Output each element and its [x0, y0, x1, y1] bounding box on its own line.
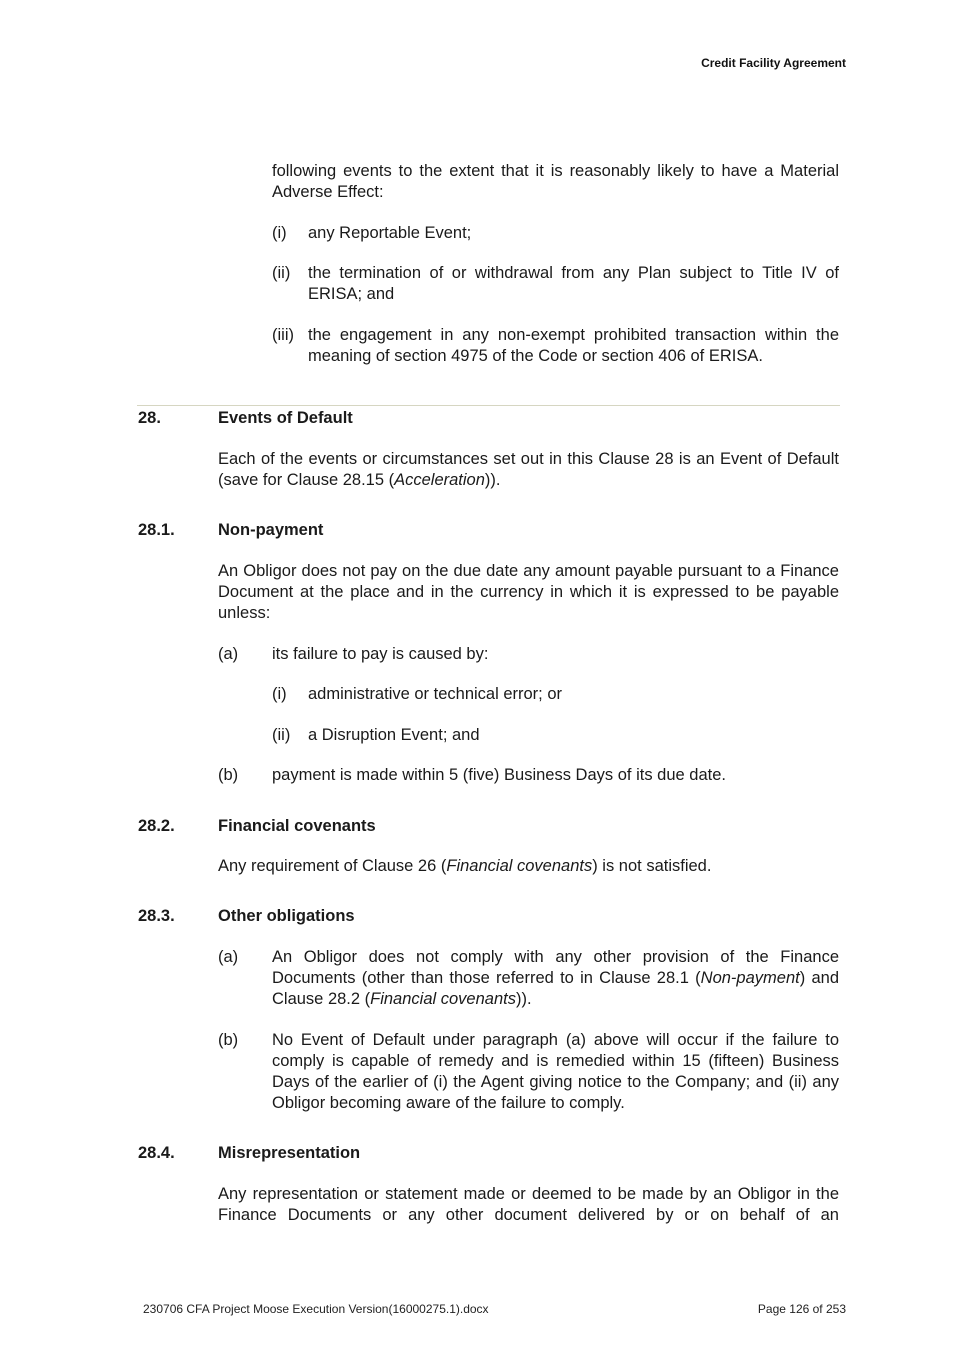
paragraph-text [272, 947, 839, 1010]
text-run: Any requirement of Clause 26 ( [218, 857, 447, 875]
subclause-title: Misrepresentation [218, 1144, 361, 1162]
section-divider [137, 405, 840, 406]
intro-item-text: the engagement in any non-exempt prohibited transaction within the meaning of section 4975 of the Code or section 406 of ERISA. [308, 326, 839, 365]
text-run: ) and Clause 28.2 ( [272, 969, 839, 1008]
subclause-title: Non-payment [218, 521, 324, 539]
clause-number: 28. [138, 409, 161, 427]
cross-reference: Non-payment [700, 969, 800, 987]
subparagraph-text: a Disruption Event; and [308, 726, 480, 744]
text-run: An Obligor does not comply with any other provision of the Finance Documents (other than those referred to in Clause 28.1 ( [272, 948, 839, 987]
subclause-body: An Obligor does not pay on the due date any amount payable pursuant to a Finance Document at the place and in the currency in which it is expressed to be payable unless: [218, 562, 839, 622]
intro-item-label: (ii) [272, 264, 291, 282]
subclause-number: 28.2. [138, 817, 175, 835]
paragraph-label: (a) [218, 645, 239, 663]
footer-filename: 230706 CFA Project Moose Execution Version(16000275.1).docx [143, 1302, 489, 1316]
cross-reference: Acceleration [394, 471, 485, 489]
subclause-number: 28.1. [138, 521, 175, 539]
subparagraph-label: (i) [272, 685, 287, 703]
subclause-title: Financial covenants [218, 817, 376, 835]
text-run: )). [515, 990, 532, 1008]
subclause-body: Any representation or statement made or deemed to be made by an Obligor in the Finance Documents or any other document delivered by or on behalf of an [218, 1185, 839, 1224]
subclause-title: Other obligations [218, 907, 355, 925]
clause-body [218, 449, 839, 491]
text-run: ) is not satisfied. [592, 857, 712, 875]
paragraph-text: its failure to pay is caused by: [272, 645, 489, 663]
paragraph-text: payment is made within 5 (five) Business Days of its due date. [272, 766, 726, 784]
paragraph-label: (a) [218, 948, 239, 966]
running-header: Credit Facility Agreement [701, 56, 846, 70]
cross-reference: Financial covenants [446, 857, 593, 875]
subclause-number: 28.3. [138, 907, 175, 925]
text-run: Each of the events or circumstances set out in this Clause 28 is an Event of Default (save for Clause 28.15 ( [218, 450, 839, 489]
subclause-number: 28.4. [138, 1144, 175, 1162]
paragraph-label: (b) [218, 1031, 239, 1049]
cross-reference: Financial covenants [370, 990, 516, 1008]
intro-item-text: any Reportable Event; [308, 224, 472, 242]
intro-item-label: (i) [272, 224, 287, 242]
paragraph-text: No Event of Default under paragraph (a) above will occur if the failure to comply is capable of remedy and is remedied within 15 (fifteen) Business Days of the earlier of (i) the Agent giving notice to the Company; and (ii) any Obligor becoming aware of the failure to comply. [272, 1031, 839, 1112]
intro-item-text: the termination of or withdrawal from any Plan subject to Title IV of ERISA; and [308, 264, 839, 303]
subparagraph-text: administrative or technical error; or [308, 685, 563, 703]
intro-item-label: (iii) [272, 326, 294, 344]
text-run: )). [484, 471, 501, 489]
subparagraph-label: (ii) [272, 726, 291, 744]
intro-paragraph: following events to the extent that it is reasonably likely to have a Material Adverse Effect: [272, 162, 839, 201]
paragraph-label: (b) [218, 766, 239, 784]
subclause-body [218, 856, 839, 877]
clause-title: Events of Default [218, 409, 353, 427]
page-number: Page 126 of 253 [757, 1302, 846, 1316]
